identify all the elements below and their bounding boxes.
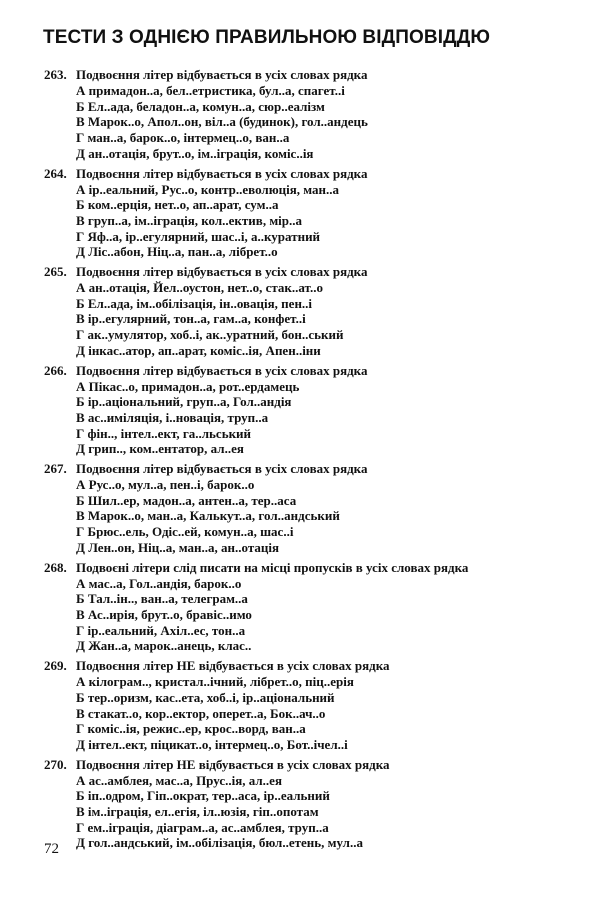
option-letter: Г bbox=[76, 130, 85, 146]
option-letter: Д bbox=[76, 244, 85, 260]
question-item bbox=[44, 263, 574, 359]
answer-option bbox=[76, 804, 574, 820]
answer-option bbox=[76, 773, 574, 789]
option-letter: А bbox=[76, 772, 86, 788]
question-header bbox=[44, 66, 574, 83]
answer-options bbox=[76, 280, 574, 359]
option-letter: Г bbox=[76, 819, 85, 835]
question-item bbox=[44, 66, 574, 162]
answer-option bbox=[76, 99, 574, 115]
answer-options bbox=[76, 674, 574, 753]
answer-option bbox=[76, 690, 574, 706]
answer-option bbox=[76, 327, 574, 343]
option-letter: Б bbox=[76, 394, 85, 410]
option-text: Пікас..о, примадон..а, рот..ердамець bbox=[85, 378, 300, 394]
answer-option bbox=[76, 229, 574, 245]
page-number: 72 bbox=[44, 841, 59, 857]
answer-options bbox=[76, 379, 574, 458]
question-number: 265. bbox=[44, 264, 67, 280]
option-text: ман..а, барок..о, інтермец..о, ван..а bbox=[84, 130, 290, 146]
option-text: Лен..он, Ніц..а, ман..а, ан..отація bbox=[84, 539, 280, 555]
answer-option bbox=[76, 674, 574, 690]
answer-option bbox=[76, 130, 574, 146]
answer-option bbox=[76, 820, 574, 836]
option-letter: Г bbox=[76, 721, 85, 737]
option-text: стакат..о, кор..ектор, оперет..а, Бок..ач..о bbox=[84, 705, 326, 721]
option-letter: Б bbox=[76, 197, 85, 213]
answer-option bbox=[76, 197, 574, 213]
answer-option bbox=[76, 146, 574, 162]
option-text: Марок..о, Апол..он, віл..а (будинок), гол..андець bbox=[84, 114, 368, 130]
option-text: примадон..а, бел..етристика, бул..а, спагет..і bbox=[85, 83, 345, 98]
page-title: ТЕСТИ З ОДНІЄЮ ПРАВИЛЬНОЮ ВІДПОВІДДЮ bbox=[43, 27, 491, 48]
answer-options bbox=[76, 83, 574, 162]
answer-option bbox=[76, 737, 574, 753]
question-number: 268. bbox=[44, 559, 67, 575]
answer-option bbox=[76, 394, 574, 410]
option-letter: Д bbox=[76, 145, 85, 161]
question-text: Подвоєні літери слід писати на місці пропусків в усіх словах рядка bbox=[76, 559, 469, 575]
option-letter: А bbox=[76, 674, 86, 690]
option-text: ір..егулярний, тон..а, гам..а, конфет..і bbox=[84, 311, 306, 327]
question-number: 266. bbox=[44, 362, 67, 378]
option-text: Рус..о, мул..а, пен..і, барок..о bbox=[85, 477, 255, 493]
option-letter: Д bbox=[76, 638, 85, 654]
option-text: інкас..атор, ап..арат, коміс..ія, Апен..іни bbox=[84, 342, 321, 358]
option-text: тер..оризм, кас..ета, хоб..і, ір..аціональний bbox=[84, 689, 335, 705]
question-list bbox=[44, 66, 574, 854]
option-text: грип.., ком..ентатор, ал..ея bbox=[84, 441, 244, 457]
option-text: Брюс..ель, Одіс..ей, комун..а, шас..і bbox=[84, 524, 294, 540]
answer-option bbox=[76, 244, 574, 260]
option-text: Тал..ін.., ван..а, телеграм..а bbox=[84, 591, 248, 607]
question-number: 270. bbox=[44, 756, 67, 772]
option-letter: Д bbox=[76, 441, 85, 457]
question-header bbox=[44, 657, 574, 674]
question-header bbox=[44, 559, 574, 576]
option-text: фін.., інтел..ект, га..льський bbox=[84, 425, 252, 441]
option-text: Марок..о, ман..а, Калькут..а, гол..андський bbox=[84, 508, 340, 524]
answer-option bbox=[76, 343, 574, 359]
answer-options bbox=[76, 576, 574, 655]
option-letter: Б bbox=[76, 98, 85, 114]
question-header bbox=[44, 165, 574, 182]
question-item bbox=[44, 362, 574, 458]
option-letter: А bbox=[76, 280, 86, 296]
option-letter: Г bbox=[76, 425, 85, 441]
answer-option bbox=[76, 379, 574, 395]
option-letter: А bbox=[76, 575, 86, 591]
answer-option bbox=[76, 706, 574, 722]
question-header bbox=[44, 460, 574, 477]
answer-option bbox=[76, 280, 574, 296]
option-text: Яф..а, ір..егулярний, шас..і, а..куратний bbox=[84, 228, 321, 244]
question-text: Подвоєння літер відбувається в усіх словах рядка bbox=[76, 264, 368, 280]
question-text: Подвоєння літер НЕ відбувається в усіх словах рядка bbox=[76, 756, 390, 772]
answer-option bbox=[76, 311, 574, 327]
option-letter: В bbox=[76, 508, 85, 524]
question-number: 267. bbox=[44, 461, 67, 477]
question-header bbox=[44, 756, 574, 773]
answer-option bbox=[76, 508, 574, 524]
option-text: ім..іграція, ел..егія, іл..юзія, гіп..опотам bbox=[84, 804, 319, 820]
answer-option bbox=[76, 296, 574, 312]
answer-option bbox=[76, 493, 574, 509]
option-letter: В bbox=[76, 212, 85, 228]
option-text: ем..іграція, діаграм..а, ас..амблея, труп..а bbox=[84, 819, 329, 835]
option-letter: В bbox=[76, 606, 85, 622]
option-letter: В bbox=[76, 311, 85, 327]
question-item bbox=[44, 165, 574, 261]
question-item bbox=[44, 460, 574, 556]
answer-option bbox=[76, 182, 574, 198]
option-text: Ел..ада, ім..обілізація, ін..овація, пен..і bbox=[84, 295, 313, 311]
answer-option bbox=[76, 114, 574, 130]
option-text: Жан..а, марок..анець, клас.. bbox=[84, 638, 252, 654]
answer-option bbox=[76, 788, 574, 804]
answer-option bbox=[76, 426, 574, 442]
answer-option bbox=[76, 441, 574, 457]
option-letter: Д bbox=[76, 835, 85, 851]
option-text: ан..отація, Йел..оустон, нет..о, стак..ат..о bbox=[85, 280, 323, 296]
option-letter: В bbox=[76, 409, 85, 425]
option-letter: А bbox=[76, 181, 86, 197]
option-text: інтел..ект, піцикат..о, інтермец..о, Бот..ічел..і bbox=[84, 736, 348, 752]
question-text: Подвоєння літер відбувається в усіх словах рядка bbox=[76, 165, 368, 181]
option-text: ас..амблея, мас..а, Прус..ія, ал..ея bbox=[85, 772, 282, 788]
option-text: Ліс..абон, Ніц..а, пан..а, лібрет..о bbox=[84, 244, 278, 260]
option-letter: Г bbox=[76, 622, 85, 638]
question-header bbox=[44, 263, 574, 280]
question-item bbox=[44, 756, 574, 852]
option-letter: Г bbox=[76, 524, 85, 540]
option-text: груп..а, ім..іграція, кол..ектив, мір..а bbox=[84, 212, 303, 228]
question-item bbox=[44, 657, 574, 753]
option-text: ір..еальний, Рус..о, контр..еволюція, ман..а bbox=[85, 181, 340, 197]
option-text: мас..а, Гол..андія, барок..о bbox=[85, 575, 242, 591]
option-text: кілограм.., кристал..ічний, лібрет..о, піц..ерія bbox=[85, 674, 354, 690]
answer-option bbox=[76, 607, 574, 623]
option-letter: Б bbox=[76, 295, 85, 311]
option-letter: А bbox=[76, 477, 86, 493]
option-letter: Г bbox=[76, 228, 85, 244]
answer-option bbox=[76, 576, 574, 592]
option-text: коміс..ія, режис..ер, крос..ворд, ван..а bbox=[84, 721, 306, 737]
answer-option bbox=[76, 623, 574, 639]
answer-option bbox=[76, 213, 574, 229]
answer-options bbox=[76, 773, 574, 852]
option-letter: Д bbox=[76, 539, 85, 555]
question-header bbox=[44, 362, 574, 379]
option-text: Ел..ада, беладон..а, комун..а, сюр..еалізм bbox=[84, 98, 325, 114]
option-letter: Д bbox=[76, 342, 85, 358]
answer-option bbox=[76, 524, 574, 540]
answer-option bbox=[76, 591, 574, 607]
question-text: Подвоєння літер відбувається в усіх словах рядка bbox=[76, 67, 368, 82]
option-letter: В bbox=[76, 804, 85, 820]
question-text: Подвоєння літер відбувається в усіх словах рядка bbox=[76, 362, 368, 378]
option-letter: В bbox=[76, 114, 85, 130]
option-text: ір..аціональний, груп..а, Гол..андія bbox=[84, 394, 292, 410]
option-text: ан..отація, брут..о, ім..іграція, коміс..ія bbox=[84, 145, 314, 161]
option-text: Шил..ер, мадон..а, антен..а, тер..аса bbox=[84, 492, 297, 508]
option-letter: А bbox=[76, 83, 86, 98]
option-letter: Б bbox=[76, 689, 85, 705]
answer-options bbox=[76, 182, 574, 261]
option-text: ас..иміляція, і..новація, труп..а bbox=[84, 409, 269, 425]
answer-options bbox=[76, 477, 574, 556]
option-text: ак..умулятор, хоб..і, ак..уратний, бон..ський bbox=[84, 327, 344, 343]
answer-option bbox=[76, 540, 574, 556]
option-letter: Б bbox=[76, 492, 85, 508]
option-text: гол..андський, ім..обілізація, бюл..етень, мул..а bbox=[84, 835, 363, 851]
answer-option bbox=[76, 638, 574, 654]
option-letter: Г bbox=[76, 327, 85, 343]
option-text: ком..ерція, нет..о, ап..арат, сум..а bbox=[84, 197, 279, 213]
question-text: Подвоєння літер НЕ відбувається в усіх словах рядка bbox=[76, 658, 390, 674]
answer-option bbox=[76, 477, 574, 493]
option-letter: Б bbox=[76, 788, 85, 804]
option-text: ір..еальний, Ахіл..ес, тон..а bbox=[84, 622, 246, 638]
option-letter: Д bbox=[76, 736, 85, 752]
question-number: 269. bbox=[44, 658, 67, 674]
question-number: 264. bbox=[44, 165, 67, 181]
answer-option bbox=[76, 721, 574, 737]
question-text: Подвоєння літер відбувається в усіх словах рядка bbox=[76, 461, 368, 477]
option-letter: Б bbox=[76, 591, 85, 607]
answer-option bbox=[76, 83, 574, 99]
option-text: Ас..ирія, брут..о, бравіс..имо bbox=[84, 606, 252, 622]
option-letter: В bbox=[76, 705, 85, 721]
answer-option bbox=[76, 835, 574, 851]
question-item bbox=[44, 559, 574, 655]
option-text: іп..одром, Гіп..ократ, тер..аса, ір..еальний bbox=[84, 788, 330, 804]
answer-option bbox=[76, 410, 574, 426]
option-letter: А bbox=[76, 378, 86, 394]
question-number: 263. bbox=[44, 67, 67, 82]
